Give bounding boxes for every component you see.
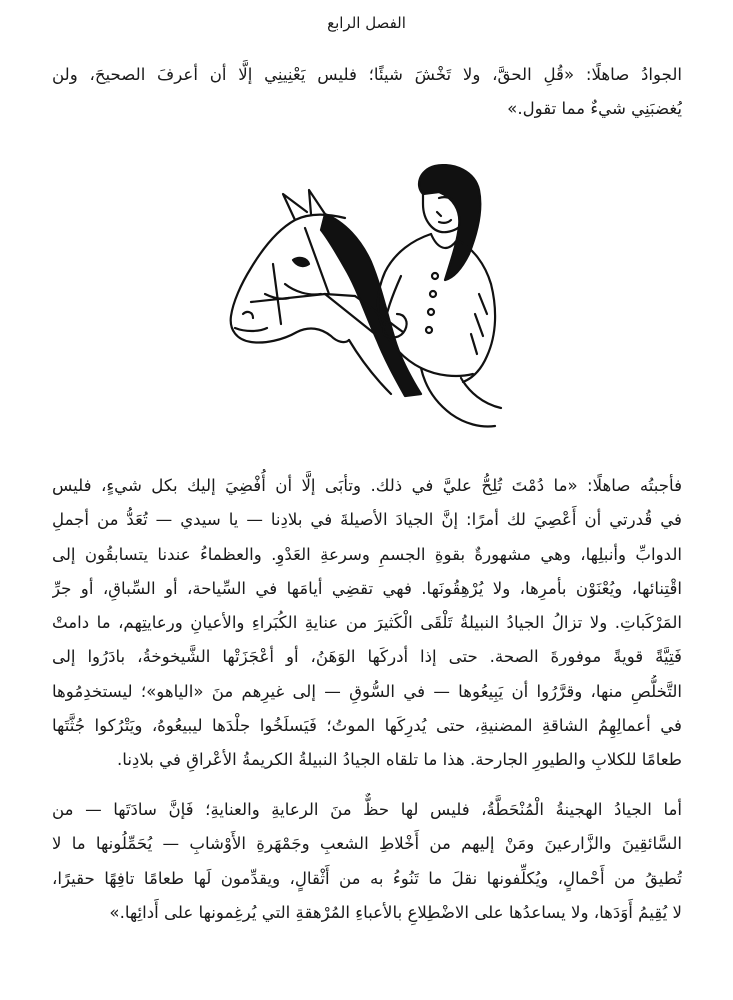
text-line: في قُدرتي أن أَعْصِيَ لك أمرًا: إنَّ الجيادَ الأصيلةَ في بلادِنا — يا سيدي — تُعَدُّ من أجملِ <box>52 510 682 530</box>
text-line: السَّائقِينَ والزَّارعينَ ومَنْ إليهم من أَخْلاطِ الشعبِ وجَمْهَرةِ الأَوْشابِ — يُحَمِّلُونها ما لا <box>52 834 682 854</box>
horse-rider-illustration <box>225 164 510 442</box>
text-line: المَرْكَباتِ. ولا تزالُ الجيادُ النبيلةُ تَلْقَى الْكَثيرَ من عنايةِ الكُبَراءِ والأعيانِ ورعايتِهم، ما دامتْ <box>52 613 682 633</box>
text-line: يُغضبَنِي شيءٌ مما تقول.» <box>507 99 682 119</box>
paragraph-horse-speech <box>52 58 682 127</box>
text-line: التَّخلُّصِ منها، وقرَّرُوا أن يَبِيعُوها — في السُّوقِ — إلى غيرِهم منَ «الياهو»؛ ليستخدِمُوها <box>52 681 682 701</box>
text-line: فَتِيَّةً قويةً موفورةَ الصحة. حتى إذا أدركَها الوَهَنُ، أو أعْجَزَتْها الشَّيخوخةُ، بادَرُوا إلى <box>52 647 682 667</box>
text-line: لا يُقِيمُ أَوَدَها، ولا يساعدُها على الاضْطِلاعِ بالأعباءِ المُرْهقةِ التي يُرغِمونها على أَدائِها.» <box>109 902 682 922</box>
text-line: تُطيقُ من أَحْمالٍ، ويُكلِّفونها نقلَ ما تَنُوءُ به من أَثْقالٍ، ويقدِّمون لَها طعامًا تافِهًا حقيرًا، <box>52 868 682 888</box>
text-line: أما الجيادُ الهجينةُ الْمُنْحَطَّةُ، فليس لها حظٌّ منَ الرعايةِ والعنايةِ؛ فَإنَّ سادَتَها — من <box>52 800 682 819</box>
paragraph-hybrid-horses <box>52 793 682 930</box>
text-line: طعامًا للكلابِ والطيورِ الجارحة. هذا ما تلقاه الجيادُ النبيلةُ الكريمةُ الأعْراقِ في بلادِنا. <box>116 750 682 770</box>
text-line: الدوابِّ وأنبلِها، وهي مشهورةٌ بقوةِ الجسمِ وسرعةِ العَدْوِ. والعظماءُ عندنا يتسابقُون إلى <box>52 544 682 564</box>
text-line: اقْتِنائها، ويُعْنَوْن بأمرِها، ولا يُرْهِقُونَها. فهي تقضِي أيامَها في السِّياحة، أو السِّباقِ، أو جرِّ <box>52 578 682 598</box>
chapter-running-head: الفصل الرابع <box>327 14 406 32</box>
text-line: الجوادُ صاهلًا: «قُلِ الحقَّ، ولا تَخْشَ شيئًا؛ فليس يَعْنِينِي إلَّا أن أعرفَ الصحيحَ، ولن <box>52 65 682 84</box>
text-line: فأجبتُه صاهلًا: «ما دُمْتَ تُلِحُّ عليَّ في ذلك. وتأبَى إلَّا أن أُفْضِيَ إليك بكل شيءٍ، فليس <box>52 476 682 495</box>
paragraph-narrator-reply <box>52 469 682 778</box>
text-line: في أعمالِهِمُ الشاقةِ المضنيةِ، حتى يُدرِكَها الموتُ؛ فَيَسلَخُوا جلْدَها ليبيعُوهُ، ويَتْرُكوا جُثَّتَها <box>52 716 682 736</box>
